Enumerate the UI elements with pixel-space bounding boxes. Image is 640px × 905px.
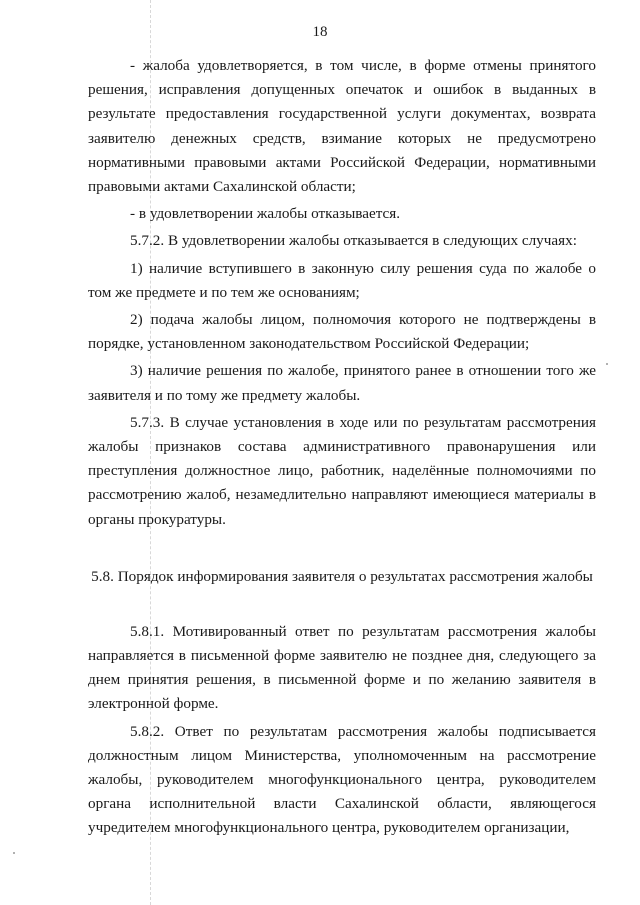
paragraph: 5.8.2. Ответ по результатам рассмотрения жалобы подписывается должностным лицом Министерства, уполномоченным на рассмотрение жалобы, руководителем многофункционального центра, руководителем органа исполнительной власти Сахалинской области, являющегося учредителем многофункционального центра, руководителем организации,: [88, 722, 596, 837]
scan-speck: [606, 363, 608, 365]
paragraph: 5.7.2. В удовлетворении жалобы отказывается в следующих случаях:: [130, 232, 577, 250]
document-body: [88, 54, 596, 844]
paragraph: 2) подача жалобы лицом, полномочия которого не подтверждены в порядке, установленном законодательством Российской Федерации;: [88, 311, 596, 353]
paragraph: 1) наличие вступившего в законную силу решения суда по жалобе о том же предмете и по тем же основаниям;: [88, 259, 596, 301]
paragraph: 5.7.3. В случае установления в ходе или по результатам рассмотрения жалобы признаков состава административного правонарушения или преступления должностное лицо, работник, наделённые полномочиями по рассмотрению жалоб, незамедлительно направляют имеющиеся материалы в органы прокуратуры.: [88, 413, 596, 528]
scan-speck: [13, 852, 15, 854]
paragraph: 5.8.1. Мотивированный ответ по результатам рассмотрения жалобы направляется в письменной форме заявителю не позднее дня, следующего за днем принятия решения, в письменной форме и по желанию заявителя в электронной форме.: [88, 622, 596, 713]
page-number: 18: [312, 24, 328, 40]
section-heading: 5.8. Порядок информирования заявителя о результатах рассмотрения жалобы: [91, 567, 593, 585]
paragraph: - жалоба удовлетворяется, в том числе, в форме отмены принятого решения, исправления допущенных опечаток и ошибок в выданных в результате предоставления государственной услуги документах, возврата заявителю денежных средств, взимание которых не предусмотрено нормативными правовыми актами Российской Федерации, нормативными правовыми актами Сахалинской области;: [88, 57, 596, 196]
paragraph: - в удовлетворении жалобы отказывается.: [130, 205, 401, 223]
paragraph: 3) наличие решения по жалобе, принятого ранее в отношении того же заявителя и по тому же предмету жалобы.: [88, 362, 596, 404]
